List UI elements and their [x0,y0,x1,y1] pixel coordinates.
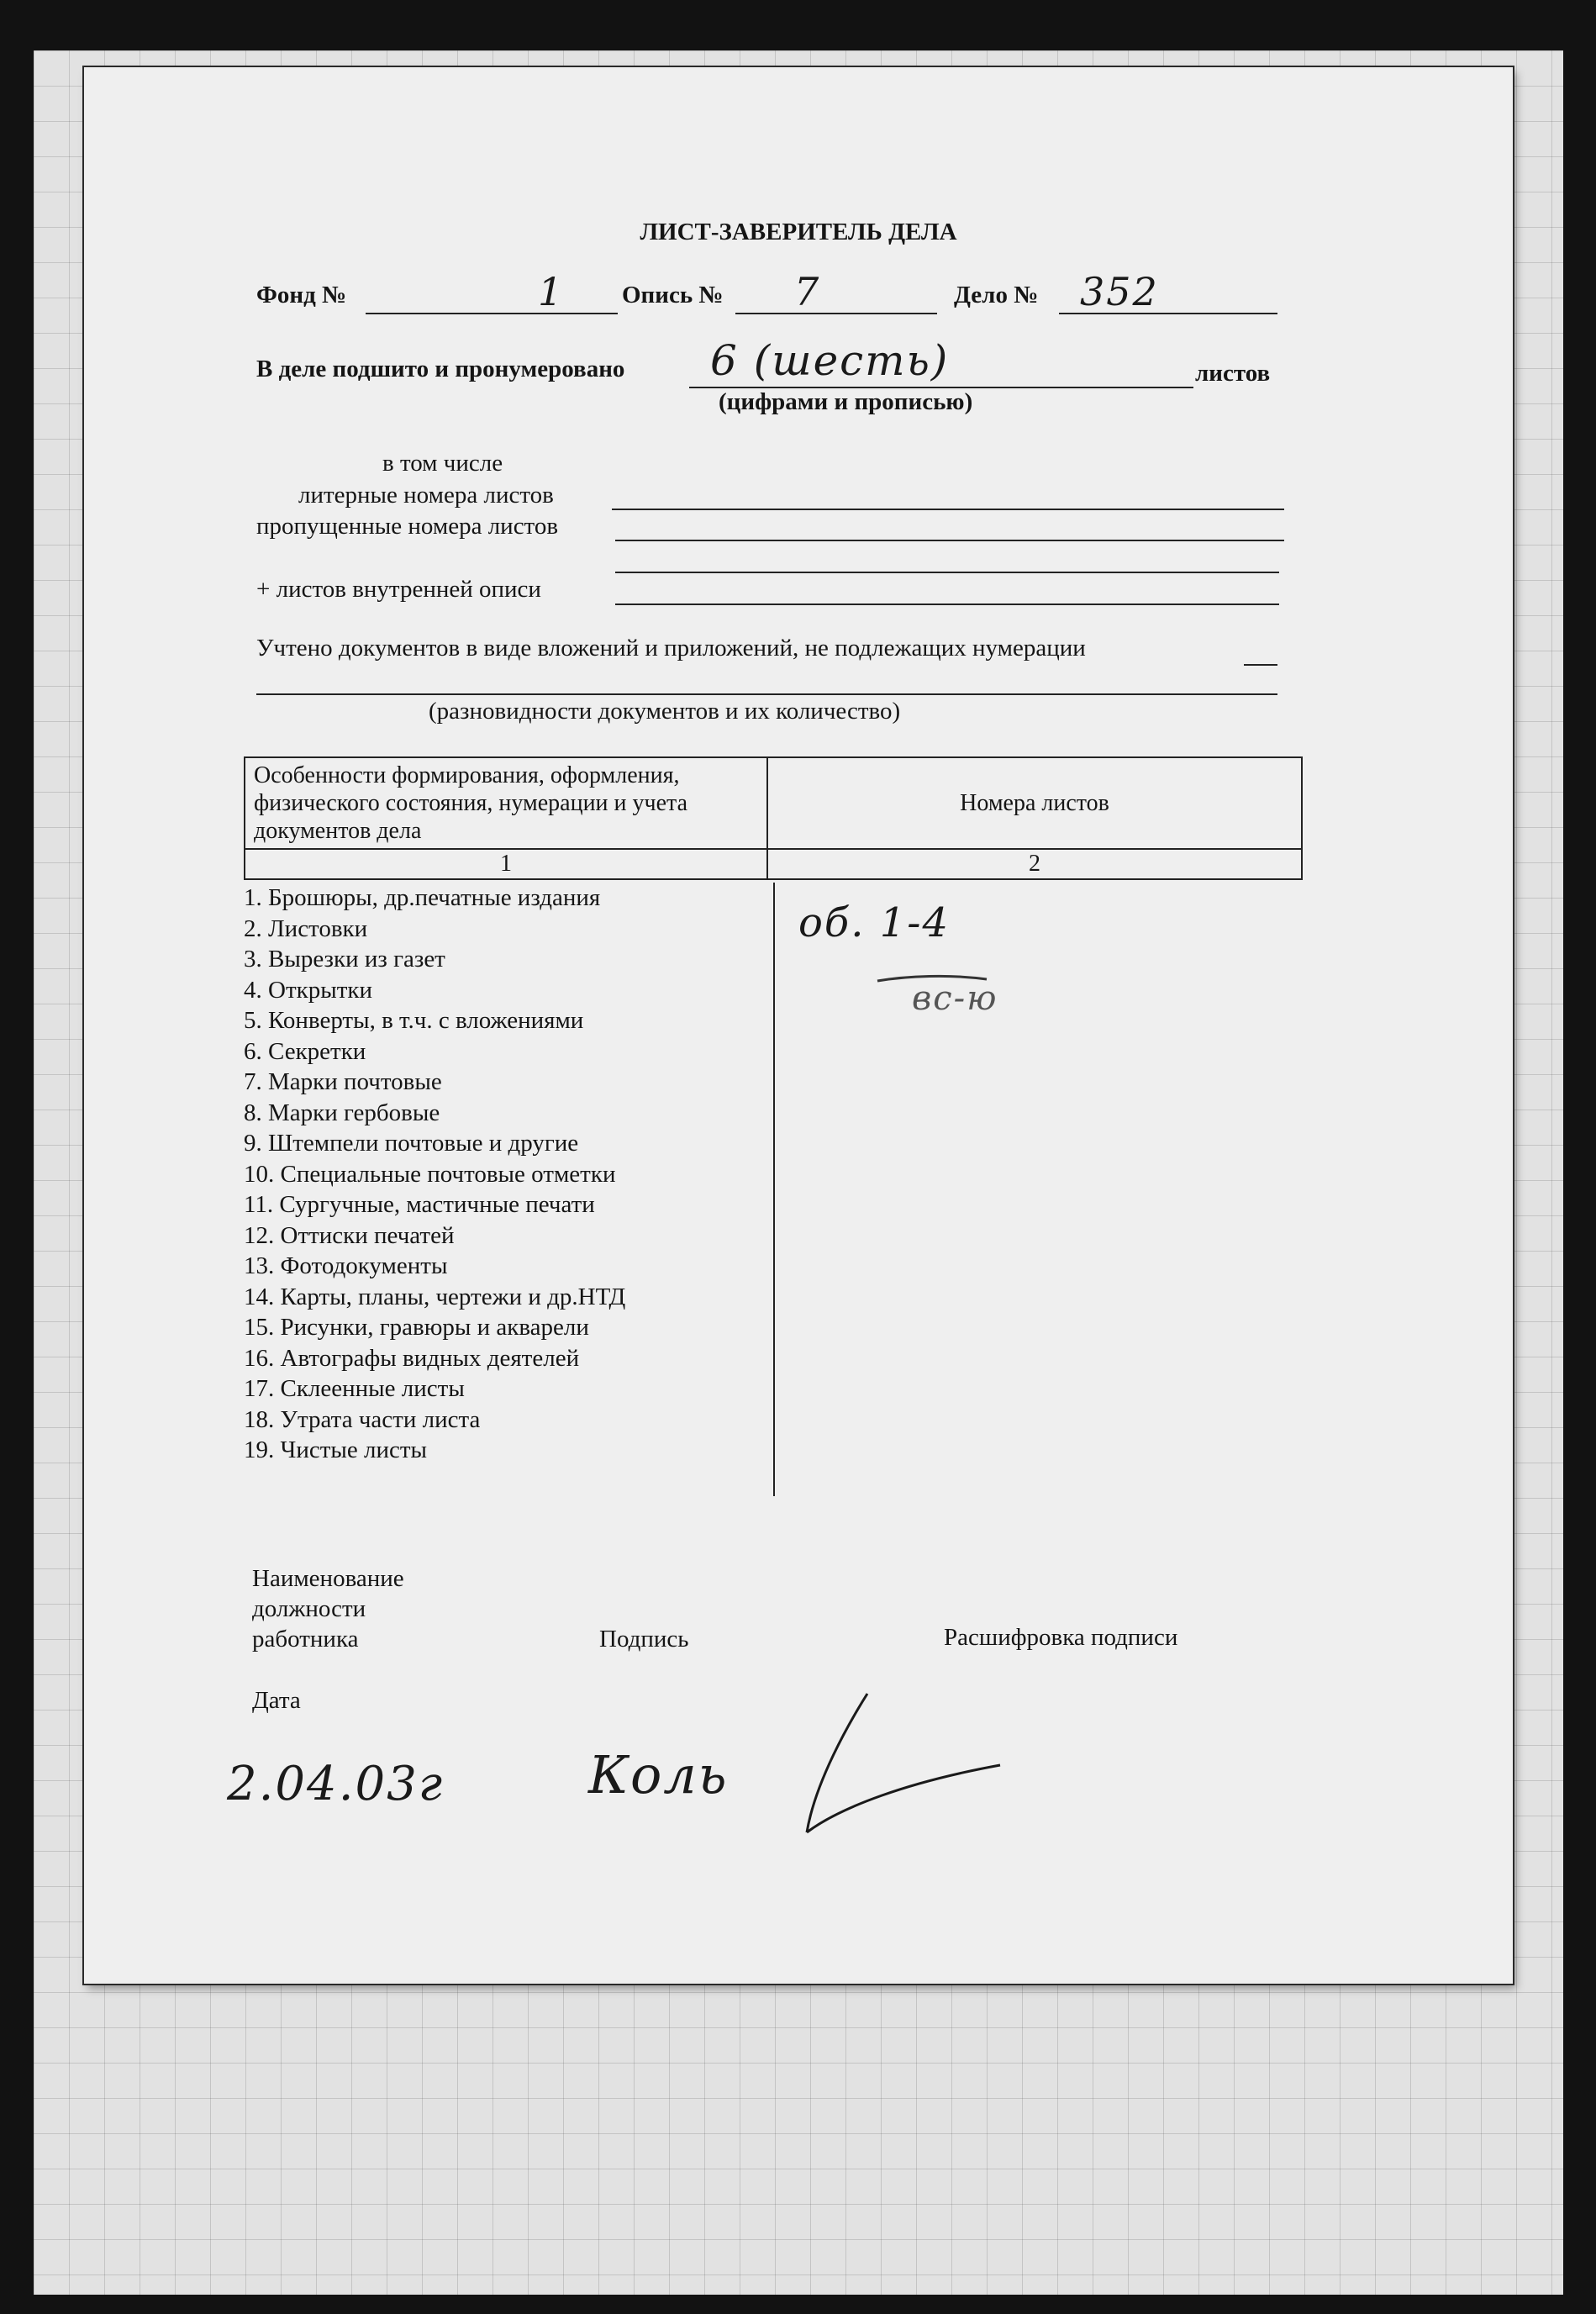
table-header-row [245,757,1302,849]
list-item: 2. Листовки [244,915,368,942]
list-item: 5. Конверты, в т.ч. с вложениями [244,1007,584,1034]
inner-inventory-line [615,604,1279,605]
list-item: 3. Вырезки из газет [244,946,445,973]
list-item: 16. Автографы видных деятелей [244,1344,580,1372]
decoding-label: Расшифровка подписи [944,1624,1178,1651]
certification-sheet [84,67,1513,1984]
signature-text: Коль [588,1744,729,1805]
list-item: 7. Марки почтовые [244,1068,442,1095]
list-item: 6. Секретки [244,1037,366,1065]
position-label: Наименование должности работника [252,1565,404,1652]
opis-underline [735,313,937,314]
list-item: 14. Карты, планы, чертежи и др.НТД [244,1283,626,1310]
list-item: 13. Фотодокументы [244,1252,448,1279]
delo-value: 352 [1080,269,1159,314]
fond-value: 1 [538,269,565,314]
list-item: 19. Чистые листы [244,1436,428,1463]
including-label: в том числе [382,450,503,477]
sewn-suffix: листов [1195,360,1271,387]
opis-label: Опись № [622,282,724,308]
list-item: 9. Штемпели почтовые и другие [244,1130,579,1157]
col2-number: 2 [767,849,1302,879]
date-label: Дата [252,1687,301,1714]
letter-numbers-line [612,509,1284,510]
date-value: 2.04.03г [227,1757,445,1811]
missing-numbers-label: пропущенные номера листов [256,513,559,540]
kinds-hint: (разновидности документов и их количество) [429,698,901,725]
sewn-value: 6 (шесть) [710,336,950,385]
accounted-line-2 [256,693,1277,695]
col2-header: Номера листов [767,757,1302,849]
col1-number: 1 [245,849,767,879]
list-item: 8. Марки гербовые [244,1099,440,1126]
signature-label: Подпись [599,1626,689,1652]
list-item: 17. Склеенные листы [244,1375,465,1402]
list-item: 15. Рисунки, гравюры и акварели [244,1314,589,1341]
letter-numbers-label: литерные номера листов [298,482,554,509]
sewn-prefix: В деле подшито и пронумеровано [256,356,625,382]
document-title: ЛИСТ-ЗАВЕРИТЕЛЬ ДЕЛА [640,219,957,245]
list-item: 18. Утрата части листа [244,1405,481,1433]
inner-inventory-label: + листов внутренней описи [256,576,541,603]
list-item: 12. Оттиски печатей [244,1221,455,1249]
handwritten-note: об. 1-4 [798,899,951,946]
delo-label: Дело № [954,282,1039,308]
items-list [244,883,625,1466]
list-item: 1. Брошюры, др.печатные издания [244,884,601,911]
opis-value: 7 [794,269,821,314]
list-item: 4. Открытки [244,976,372,1004]
signature-flourish [790,1689,1009,1858]
accounted-line-end [1244,664,1277,666]
list-item: 10. Специальные почтовые отметки [244,1160,616,1188]
features-table [244,756,1303,880]
col1-header: Особенности формирования, оформления, физического состояния, нумерации и учета документов дела [245,757,767,849]
fond-label: Фонд № [256,282,347,308]
accounted-label: Учтено документов в виде вложений и приложений, не подлежащих нумерации [256,635,1086,662]
table-number-row [245,849,1302,879]
fond-underline [366,313,618,314]
handwritten-note-2: вс-ю [912,979,998,1018]
missing-numbers-line-2 [615,572,1279,573]
sewn-hint: (цифрами и прописью) [719,388,973,415]
table-column-divider [773,883,775,1496]
list-item: 11. Сургучные, мастичные печати [244,1191,595,1218]
missing-numbers-line [615,540,1284,541]
